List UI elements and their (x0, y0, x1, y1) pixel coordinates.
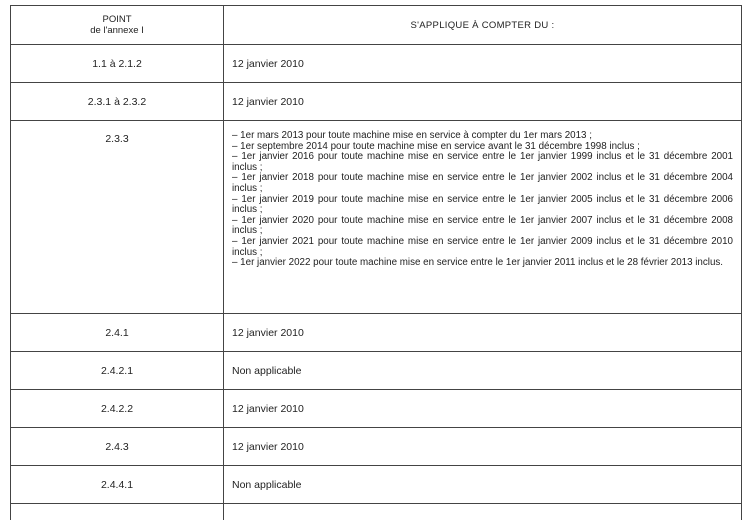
list-item: – 1er janvier 2021 pour toute machine mise en service entre le 1er janvier 2009 inclus et le 31 décembre 2010 inclus ; (232, 237, 733, 258)
row-point: 2.3.3 (11, 121, 224, 314)
schedule-list (232, 131, 733, 269)
header-point-line2: de l'annexe I (11, 25, 223, 36)
table-row (11, 121, 742, 314)
table-row (11, 428, 742, 466)
header-point-line1: POINT (11, 14, 223, 25)
row-point: 2.4.3 (11, 428, 224, 466)
list-item: – 1er janvier 2022 pour toute machine mise en service entre le 1er janvier 2011 inclus et le 28 février 2013 inclus. (232, 258, 733, 269)
list-item: – 1er septembre 2014 pour toute machine mise en service avant le 31 décembre 1998 inclus ; (232, 142, 733, 153)
row-value: 12 janvier 2010 (224, 45, 742, 83)
row-point-empty (11, 504, 224, 520)
row-value-list (224, 121, 742, 314)
row-value: 12 janvier 2010 (224, 390, 742, 428)
list-item: – 1er janvier 2016 pour toute machine mise en service entre le 1er janvier 1999 inclus et le 31 décembre 2001 inclus ; (232, 152, 733, 173)
row-value: 12 janvier 2010 (224, 428, 742, 466)
row-point: 1.1 à 2.1.2 (11, 45, 224, 83)
header-applies-from: S'APPLIQUE À COMPTER DU : (224, 6, 742, 45)
list-item: – 1er janvier 2018 pour toute machine mise en service entre le 1er janvier 2002 inclus et le 31 décembre 2004 inclus ; (232, 173, 733, 194)
row-point: 2.4.1 (11, 314, 224, 352)
table-row (11, 352, 742, 390)
table-row (11, 83, 742, 121)
row-value-empty (224, 504, 742, 520)
row-point: 2.4.2.1 (11, 352, 224, 390)
table-row (11, 45, 742, 83)
table-row (11, 390, 742, 428)
list-item: – 1er janvier 2019 pour toute machine mise en service entre le 1er janvier 2005 inclus et le 31 décembre 2006 inclus ; (232, 195, 733, 216)
row-point: 2.4.2.2 (11, 390, 224, 428)
row-point: 2.4.4.1 (11, 466, 224, 504)
table-row (11, 466, 742, 504)
row-value: Non applicable (224, 466, 742, 504)
row-value: Non applicable (224, 352, 742, 390)
row-value: 12 janvier 2010 (224, 83, 742, 121)
table-header-row (11, 6, 742, 45)
table-row (11, 314, 742, 352)
list-item: – 1er mars 2013 pour toute machine mise en service à compter du 1er mars 2013 ; (232, 131, 733, 142)
list-item: – 1er janvier 2020 pour toute machine mise en service entre le 1er janvier 2007 inclus et le 31 décembre 2008 inclus ; (232, 216, 733, 237)
row-point: 2.3.1 à 2.3.2 (11, 83, 224, 121)
table-row-partial (11, 504, 742, 520)
application-dates-table (10, 5, 742, 520)
header-point (11, 6, 224, 45)
row-value: 12 janvier 2010 (224, 314, 742, 352)
